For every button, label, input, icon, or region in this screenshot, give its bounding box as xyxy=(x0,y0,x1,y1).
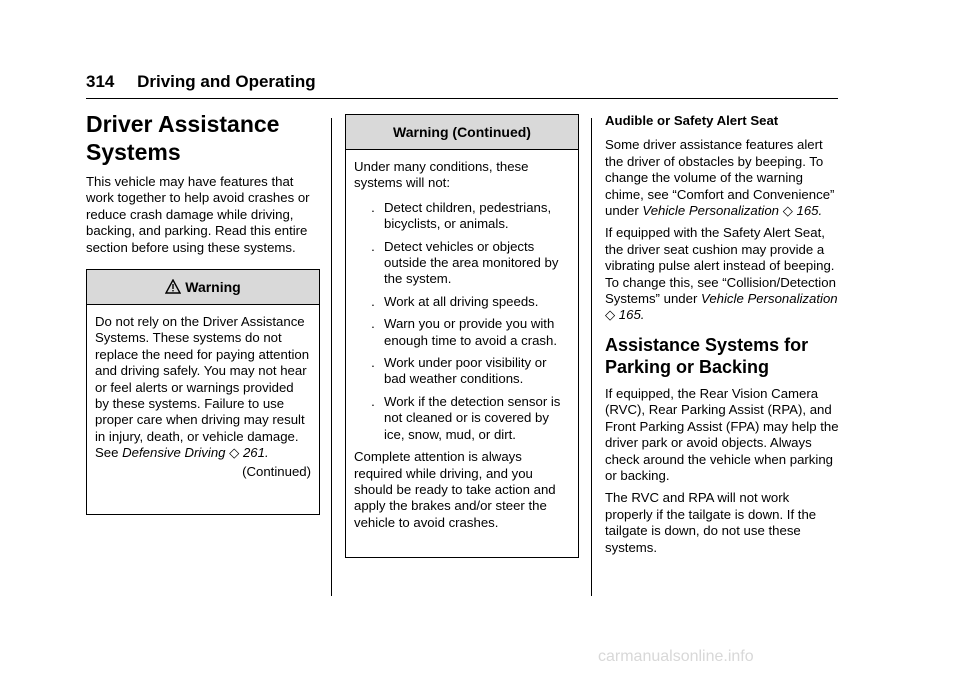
header-rule xyxy=(86,98,838,99)
list-item: . Work at all driving speeds. xyxy=(371,293,539,309)
closing-text: Complete attention is always required while driving, and you should be ready to take action and apply the brakes and/or steer the vehicle to avoid crashes. xyxy=(354,449,556,530)
warning-header xyxy=(87,270,319,305)
warning-title: Warning xyxy=(185,279,241,295)
column-divider xyxy=(591,118,592,596)
right-column xyxy=(605,113,839,562)
page-ref[interactable]: ◇ 261. xyxy=(229,445,269,461)
vehicle-personalization-link[interactable]: Vehicle Personalization xyxy=(642,203,780,219)
warning-box xyxy=(86,269,320,515)
title-line-2: Systems xyxy=(86,139,181,165)
list-item: . Work under poor visibility or bad weather conditions. xyxy=(371,355,547,387)
column-divider xyxy=(331,118,332,596)
page-ref[interactable]: ◇ 165. xyxy=(605,307,645,323)
vehicle-personalization-link[interactable]: Vehicle Personalization xyxy=(701,291,838,307)
page-header xyxy=(86,72,316,92)
subheading: Audible or Safety Alert Seat xyxy=(605,113,779,128)
lead-text: Under many conditions, these systems will not: xyxy=(354,159,529,191)
paragraph: The RVC and RPA will not work properly if the tailgate is down. If the tailgate is down, do not use these systems. xyxy=(605,490,817,555)
page-number: 314 xyxy=(86,72,115,91)
warning-icon xyxy=(165,279,181,295)
list-item: . Detect children, pedestrians, bicyclists, or animals. xyxy=(371,199,552,232)
section-title: Driving and Operating xyxy=(137,72,316,91)
list-item: . Detect vehicles or objects outside the area monitored by the system. xyxy=(371,238,559,287)
paragraph: If equipped, the Rear Vision Camera (RVC), Rear Parking Assist (RPA), and Front Parking Assist (FPA) may help the driver park or avoid objects. Always check around the vehicle when parking or backing. xyxy=(605,385,839,483)
page-title xyxy=(86,110,320,166)
left-column xyxy=(86,110,320,262)
watermark: carmanualsonline.info xyxy=(598,648,754,665)
warning-continued-header: Warning (Continued) xyxy=(346,115,578,150)
warning-continued-body xyxy=(346,150,578,537)
paragraph: If equipped with the Safety Alert Seat, the driver seat cushion may provide a vibrating pulse alert instead of beeping. To change this, see “Collision/Detection Systems” under Vehicle Personalization ◇ 165. xyxy=(605,225,838,323)
defensive-driving-link[interactable]: Defensive Driving xyxy=(122,445,226,461)
warning-continued-box xyxy=(345,114,579,558)
warning-text: Do not rely on the Driver Assistance Systems. These systems do not replace the need for paying attention and driving safely. You may not hear or feel alerts or warnings provided by these systems. Failure to use proper care when driving may result in injury, death, or vehicle damage. See xyxy=(95,314,310,461)
page-ref[interactable]: ◇ 165. xyxy=(782,203,823,219)
title-line-1: Driver Assistance xyxy=(86,111,280,137)
section-heading: Assistance Systems for Parking or Backing xyxy=(605,334,809,377)
paragraph: Some driver assistance features alert the driver of obstacles by beeping. To change the volume of the warning chime, see “Comfort and Convenience” under Vehicle Personalization ◇ 165. xyxy=(605,137,835,219)
list-item: . Work if the detection sensor is not cleaned or is covered by ice, snow, mud, or dirt. xyxy=(371,393,561,442)
list-item: . Warn you or provide you with enough time to avoid a crash. xyxy=(371,316,558,348)
warning-body xyxy=(87,305,319,486)
intro-paragraph: This vehicle may have features that work together to help avoid crashes or reduce crash damage while driving, backing, and parking. Read this entire section before using these systems. xyxy=(86,174,310,255)
continued-label: (Continued) xyxy=(242,463,311,479)
